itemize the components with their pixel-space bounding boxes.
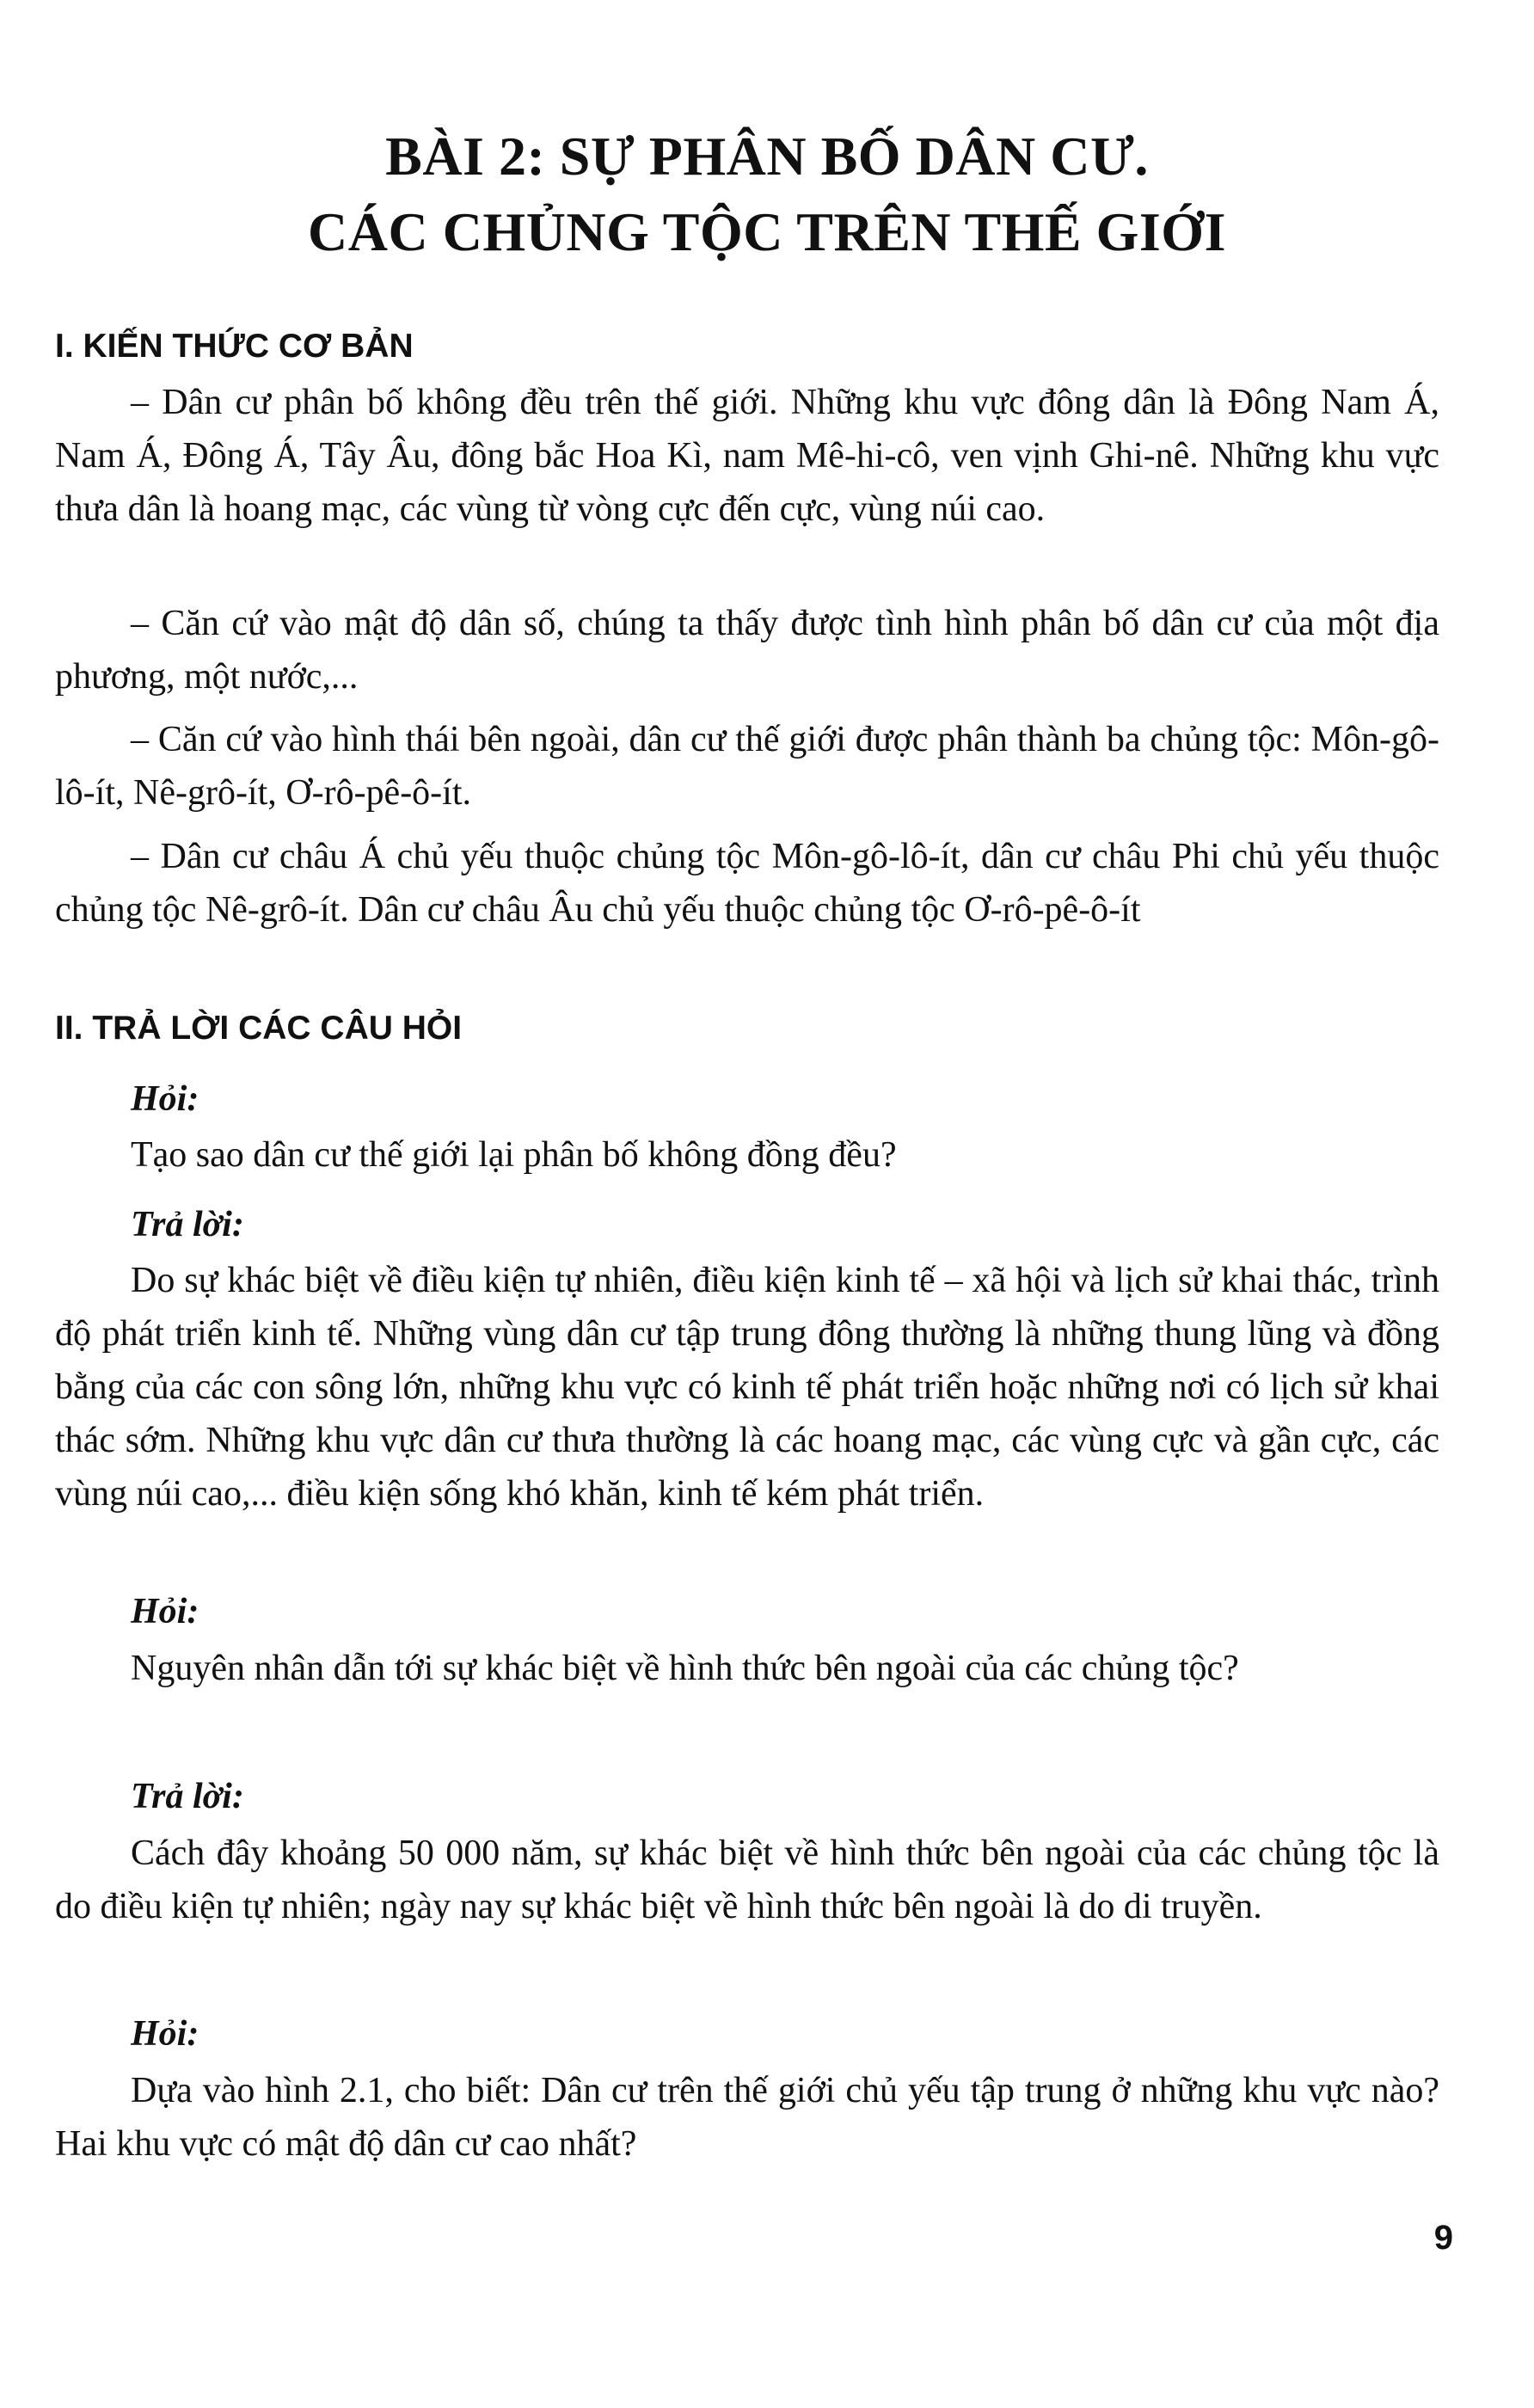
question-label: Hỏi: xyxy=(131,1592,199,1631)
lesson-title-line-2: CÁC CHỦNG TỘC TRÊN THẾ GIỚI xyxy=(308,201,1226,262)
question-label: Hỏi: xyxy=(131,2014,199,2054)
knowledge-paragraph: – Căn cứ vào hình thái bên ngoài, dân cư thế giới được phân thành ba chủng tộc: Môn-gô-lô-ít, Nê-grô-ít, Ơ-rô-pê-ô-ít. xyxy=(55,720,1439,813)
section-heading-basic-knowledge: I. KIẾN THỨC CƠ BẢN xyxy=(55,328,414,365)
question-label: Hỏi: xyxy=(131,1079,199,1119)
answer-label: Trả lời: xyxy=(131,1205,244,1244)
answer-text: Do sự khác biệt về điều kiện tự nhiên, điều kiện kinh tế – xã hội và lịch sử khai thác, trình độ phát triển kinh tế. Những vùng dân cư tập trung đông thường là những thung lũng và đồng bằng của các con sông lớn, những khu vực có kinh tế phát triển hoặc những nơi có lịch sử khai thác sớm. Những khu vực dân cư thưa thường là các hoang mạc, các vùng cực và gần cực, các vùng núi cao,... điều kiện sống khó khăn, kinh tế kém phát triển. xyxy=(55,1261,1439,1514)
knowledge-paragraph: – Dân cư phân bố không đều trên thế giới. Những khu vực đông dân là Đông Nam Á, Nam Á, Đông Á, Tây Âu, đông bắc Hoa Kì, nam Mê-hi-cô, ven vịnh Ghi-nê. Những khu vực thưa dân là hoang mạc, các vùng từ vòng cực đến cực, vùng núi cao. xyxy=(55,383,1439,529)
knowledge-paragraph: – Căn cứ vào mật độ dân số, chúng ta thấy được tình hình phân bố dân cư của một địa phương, một nước,... xyxy=(55,604,1439,697)
question-text: Dựa vào hình 2.1, cho biết: Dân cư trên thế giới chủ yếu tập trung ở những khu vực nào? Hai khu vực có mật độ dân cư cao nhất? xyxy=(55,2071,1439,2164)
section-heading-answers: II. TRẢ LỜI CÁC CÂU HỎI xyxy=(55,1010,463,1047)
question-text: Nguyên nhân dẫn tới sự khác biệt về hình thức bên ngoài của các chủng tộc? xyxy=(131,1649,1239,1688)
question-text: Tạo sao dân cư thế giới lại phân bố không đồng đều? xyxy=(131,1135,897,1175)
answer-text: Cách đây khoảng 50 000 năm, sự khác biệt về hình thức bên ngoài của các chủng tộc là do điều kiện tự nhiên; ngày nay sự khác biệt về hình thức bên ngoài là do di truyền. xyxy=(55,1834,1439,1926)
lesson-title-line-1: BÀI 2: SỰ PHÂN BỐ DÂN CƯ. xyxy=(385,126,1149,187)
knowledge-paragraph: – Dân cư châu Á chủ yếu thuộc chủng tộc Môn-gô-lô-ít, dân cư châu Phi chủ yếu thuộc chủng tộc Nê-grô-ít. Dân cư châu Âu chủ yếu thuộc chủng tộc Ơ-rô-pê-ô-ít xyxy=(55,837,1439,930)
answer-label: Trả lời: xyxy=(131,1777,244,1816)
page-number: 9 xyxy=(1433,2219,1453,2257)
